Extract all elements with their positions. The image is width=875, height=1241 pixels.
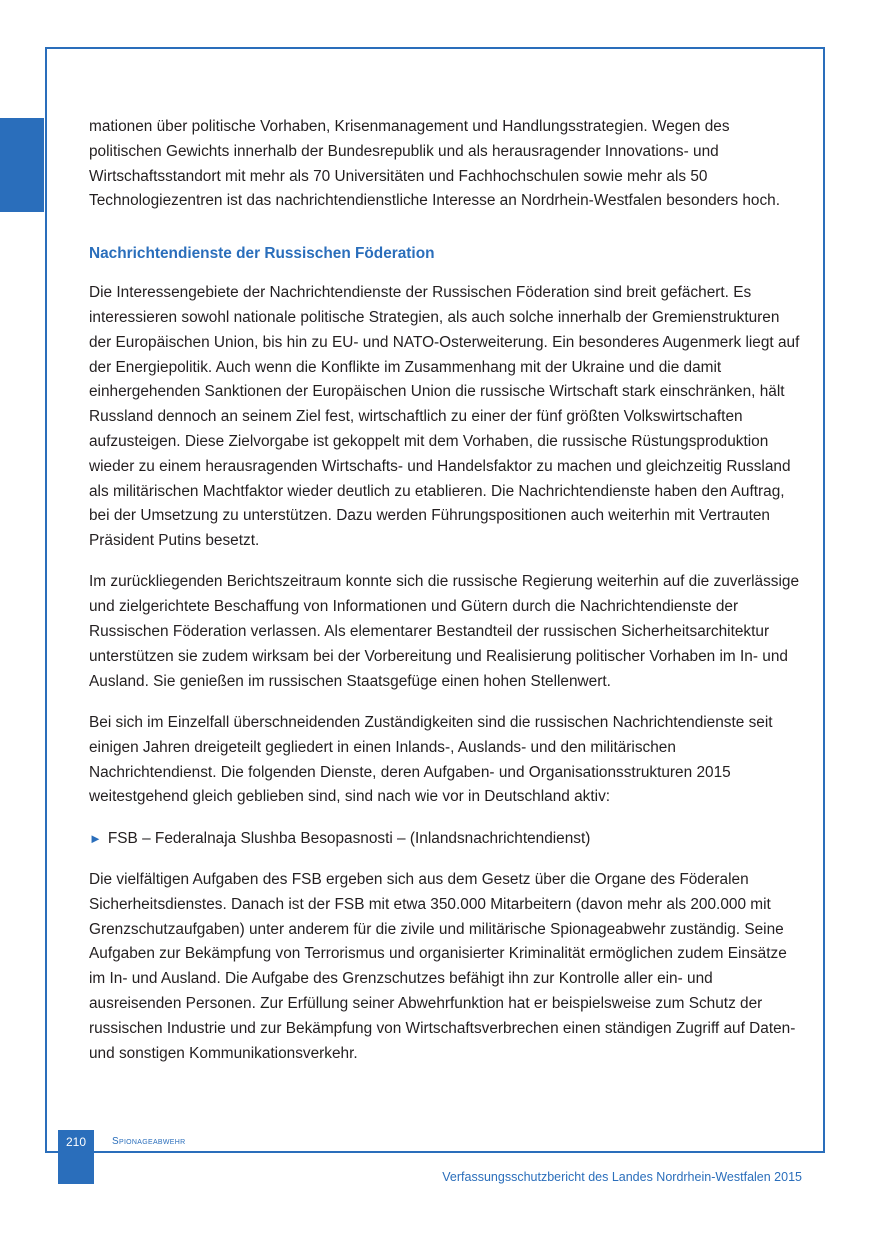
publication-title: Verfassungsschutzbericht des Landes Nordrhein-Westfalen 2015 (442, 1170, 802, 1184)
intro-paragraph: mationen über politische Vorhaben, Krisenmanagement und Handlungsstrategien. Wegen des politischen Gewichts innerhalb der Bundesrepublik und als herausragender Innovations- und Wirtschaftsstandort mit mehr als 70 Universitäten und Fachhochschulen sowie mehr als 50 Technologiezentren ist das nachrichtendienstliche Interesse an Nordrhein-Westfalen besonders hoch. (89, 118, 780, 210)
bullet-item-text: FSB – Federalnaja Slushba Besopasnosti – (Inlandsnachrichtendienst) (107, 829, 591, 847)
paragraph-1: Die Interessengebiete der Nachrichtendienste der Russischen Föderation sind breit gefächert. Es interessieren sowohl nationale politische Strategien, als auch solche innerhalb der Gremienstrukturen der Europäischen Union, bis hin zu EU- und NATO-Osterweiterung. Ein besonderes Augenmerk liegt auf der Energiepolitik. Auch wenn die Konflikte im Zusammenhang mit der Ukraine und die damit einhergehenden Sanktionen der Europäischen Union die russische Wirtschaft stark einschränken, hält Russland dennoch an seinem Ziel fest, wirtschaftlich zu einer der fünf größten Volkswirtschaften aufzusteigen. Diese Zielvorgabe ist gekoppelt mit dem Vorhaben, die russische Rüstungsproduktion wieder zu einem herausragenden Wirtschafts- und Handelsfaktor zu machen und gleichzeitig Russland als militärischen Machtfaktor wieder deutlich zu etablieren. Die Nachrichtendienste haben den Auftrag, bei der Umsetzung zu unterstützen. Dazu werden Führungspositionen auch weiterhin mit Vertrauten Präsident Putins besetzt. (89, 284, 800, 550)
paragraph-4: Die vielfältigen Aufgaben des FSB ergeben sich aus dem Gesetz über die Organe des Föderalen Sicherheitsdienstes. Danach ist der FSB mit etwa 350.000 Mitarbeitern (davon mehr als 200.000 mit Grenzschutzaufgaben) unter anderem für die zivile und militärische Spionageabwehr zuständig. Seine Aufgaben zur Bekämpfung von Terrorismus und organisierter Kriminalität ermöglichen zudem Einsätze im In- und Ausland. Die Aufgabe des Grenzschutzes befähigt ihn zur Kontrolle aller ein- und ausreisenden Personen. Zur Erfüllung seiner Abwehrfunktion hat er beispielsweise zum Schutz der russischen Industrie und zur Bekämpfung von Wirtschaftsverbrechen einen ständigen Zugriff auf Daten- und sonstigen Kommunikationsverkehr. (89, 870, 796, 1062)
triangle-bullet-icon: ► (89, 830, 102, 846)
page-number: 210 (65, 1135, 87, 1149)
paragraph-2: Im zurückliegenden Berichtszeitraum konnte sich die russische Regierung weiterhin auf die zuverlässige und zielgerichtete Beschaffung von Informationen und Gütern durch die Nachrichtendienste der Russischen Föderation verlassen. Als elementarer Bestandteil der russischen Sicherheitsarchitektur unterstützen sie zudem wirksam bei der Vorbereitung und Realisierung politischer Vorhaben im In- und Ausland. Sie genießen im russischen Staatsgefüge einen hohen Stellenwert. (89, 573, 800, 690)
section-label: Spionageabwehr (112, 1136, 186, 1147)
page-content (89, 115, 805, 1083)
section-heading: Nachrichtendienste der Russischen Föderation (89, 245, 435, 263)
paragraph-3: Bei sich im Einzelfall überschneidenden Zuständigkeiten sind die russischen Nachrichtendienste seit einigen Jahren dreigeteilt gegliedert in einen Inlands-, Auslands- und den militärischen Nachrichtendienst. Die folgenden Dienste, deren Aufgaben- und Organisationsstrukturen 2015 weitestgehend gleich geblieben sind, sind nach wie vor in Deutschland aktiv: (89, 713, 773, 806)
side-tab-marker (0, 118, 44, 212)
bullet-item (89, 827, 805, 852)
